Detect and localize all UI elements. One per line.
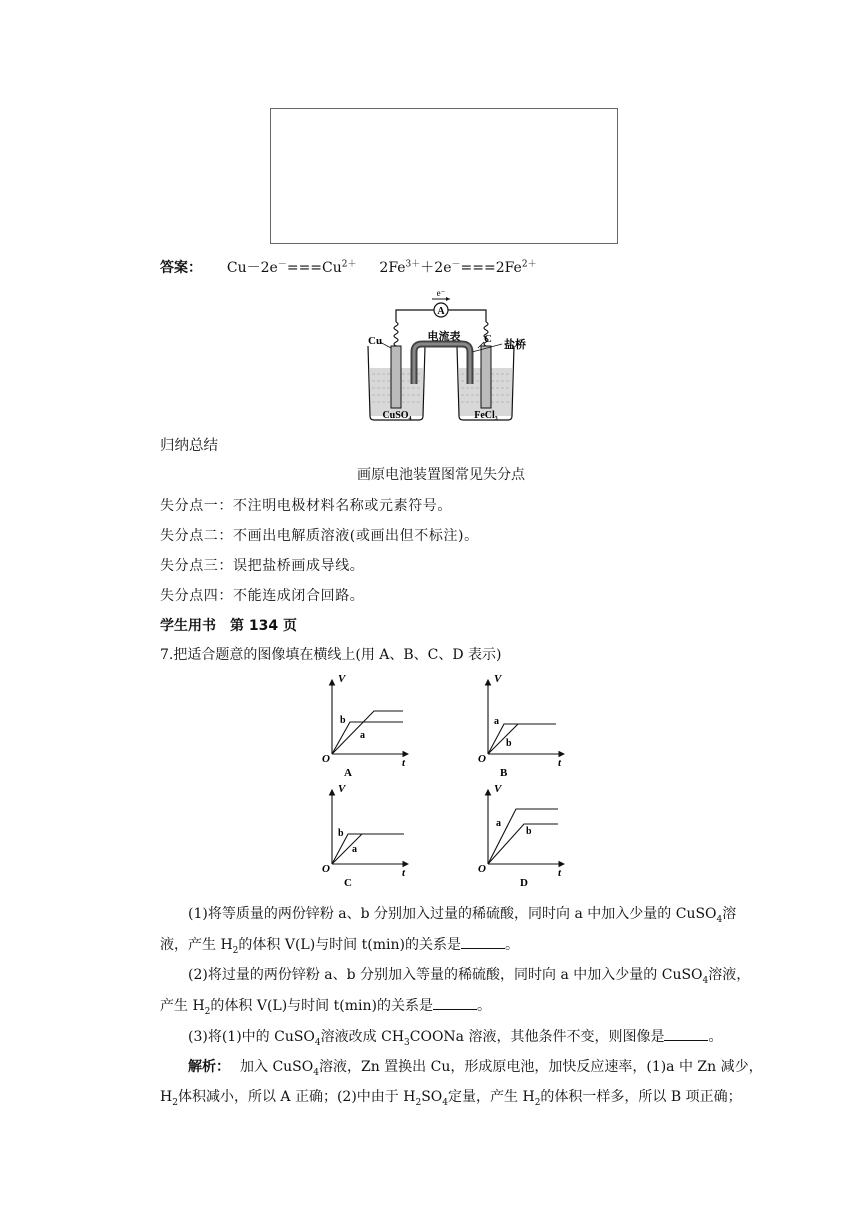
fecl3-label: FeCl₃ xyxy=(474,410,498,421)
graph-d xyxy=(478,783,564,889)
svg-text:V: V xyxy=(494,783,502,795)
carbon-electrode xyxy=(481,346,491,408)
svg-text:b: b xyxy=(338,828,344,839)
summary-point-2: 失分点二：不画出电解质溶液(或画出但不标注)。 xyxy=(160,528,479,544)
svg-text:O: O xyxy=(478,863,486,875)
salt-bridge-label: 盐桥 xyxy=(504,338,526,351)
svg-text:a: a xyxy=(494,716,499,727)
answer-label: 答案： xyxy=(160,260,202,276)
answer-line xyxy=(160,258,537,278)
ammeter-symbol: A xyxy=(437,306,445,317)
answer-equation-1: $Cu-2e^-===Cu^{2+}$ xyxy=(226,259,357,276)
graph-c-curve-lower xyxy=(332,834,362,864)
carbon-label: C xyxy=(484,333,492,345)
svg-text:a: a xyxy=(496,818,501,829)
answer-blank-1[interactable] xyxy=(461,934,505,949)
graph-a-curve-lower xyxy=(332,722,403,754)
electron-label: e⁻ xyxy=(436,288,446,298)
svg-text:t: t xyxy=(558,867,562,879)
question-3: (3)将(1)中的 CuSO$_4$溶液改成 $CH_3COONa$ 溶液，其他条件不变，则图像是 。 xyxy=(160,1026,720,1047)
svg-text:O: O xyxy=(322,863,330,875)
answer-drawing-box xyxy=(270,108,618,244)
question-2: (2)将过量的两份锌粉 a、b 分别加入等量的稀硫酸，同时向 a 中加入少量的 CuSO$_4$溶液， 产生 $H_2$的体积 V(L)与时间 t(min)的关系是 。 xyxy=(160,967,751,1017)
book-reference: 学生用书 第 134 页 xyxy=(160,618,297,634)
svg-text:B: B xyxy=(500,767,508,779)
summary-point-1: 失分点一：不注明电极材料名称或元素符号。 xyxy=(160,498,452,514)
summary-point-3: 失分点三：误把盐桥画成导线。 xyxy=(160,558,365,574)
question-1: (1)将等质量的两份锌粉 a、b 分别加入过量的稀硫酸，同时向 a 中加入少量的 CuSO$_4$溶 液，产生 $H_2$的体积 V(L)与时间 t(min)的关系是 。 xyxy=(160,906,737,956)
svg-text:b: b xyxy=(340,715,346,726)
svg-text:C: C xyxy=(344,877,352,889)
svg-text:O: O xyxy=(322,753,330,765)
question-stem: 7.把适合题意的图像填在横线上(用 A、B、C、D 表示) xyxy=(160,647,502,663)
cu-label: Cu xyxy=(368,335,383,347)
cu-electrode xyxy=(391,346,401,408)
svg-text:V: V xyxy=(338,674,346,685)
svg-text:a: a xyxy=(352,844,357,855)
graph-c xyxy=(322,783,408,889)
summary-heading: 归纳总结 xyxy=(160,438,218,454)
svg-text:b: b xyxy=(506,738,512,749)
graph-a xyxy=(322,674,408,779)
svg-text:O: O xyxy=(478,753,486,765)
svg-text:t: t xyxy=(402,757,406,769)
summary-point-4: 失分点四：不能连成闭合回路。 xyxy=(160,588,365,604)
svg-text:a: a xyxy=(360,730,365,741)
svg-text:t: t xyxy=(402,867,406,879)
graph-b-curve-upper xyxy=(488,724,556,754)
cuso4-label: CuSO₄ xyxy=(382,410,412,421)
summary-title: 画原电池装置图常见失分点 xyxy=(357,467,525,483)
svg-text:b: b xyxy=(526,826,532,837)
svg-text:D: D xyxy=(520,877,528,889)
answer-blank-2[interactable] xyxy=(433,995,477,1010)
svg-text:V: V xyxy=(494,674,502,685)
svg-text:A: A xyxy=(344,767,352,779)
graphs-panel xyxy=(318,674,568,894)
answer-blank-3[interactable] xyxy=(664,1026,708,1041)
svg-text:t: t xyxy=(558,757,562,769)
graph-b xyxy=(478,674,564,779)
ammeter-label: 电流表 xyxy=(427,330,461,343)
galvanic-cell-diagram xyxy=(360,282,530,424)
answer-equation-2: $2Fe^{3+}+2e^-===2Fe^{2+}$ xyxy=(379,259,537,276)
analysis-label: 解析： xyxy=(188,1059,230,1075)
graph-b-curve-lower xyxy=(488,724,518,754)
svg-text:V: V xyxy=(338,783,346,795)
analysis: 解析： 加入 CuSO$_4$溶液，Zn 置换出 Cu，形成原电池，加快反应速率，(1)a 中 Zn 减少， $H_2$体积减小，所以 A 正确；(2)中由于 $H_2SO_4$定量，产生 $H_2$的体积一样多，所以 B 项正确； xyxy=(160,1059,763,1108)
